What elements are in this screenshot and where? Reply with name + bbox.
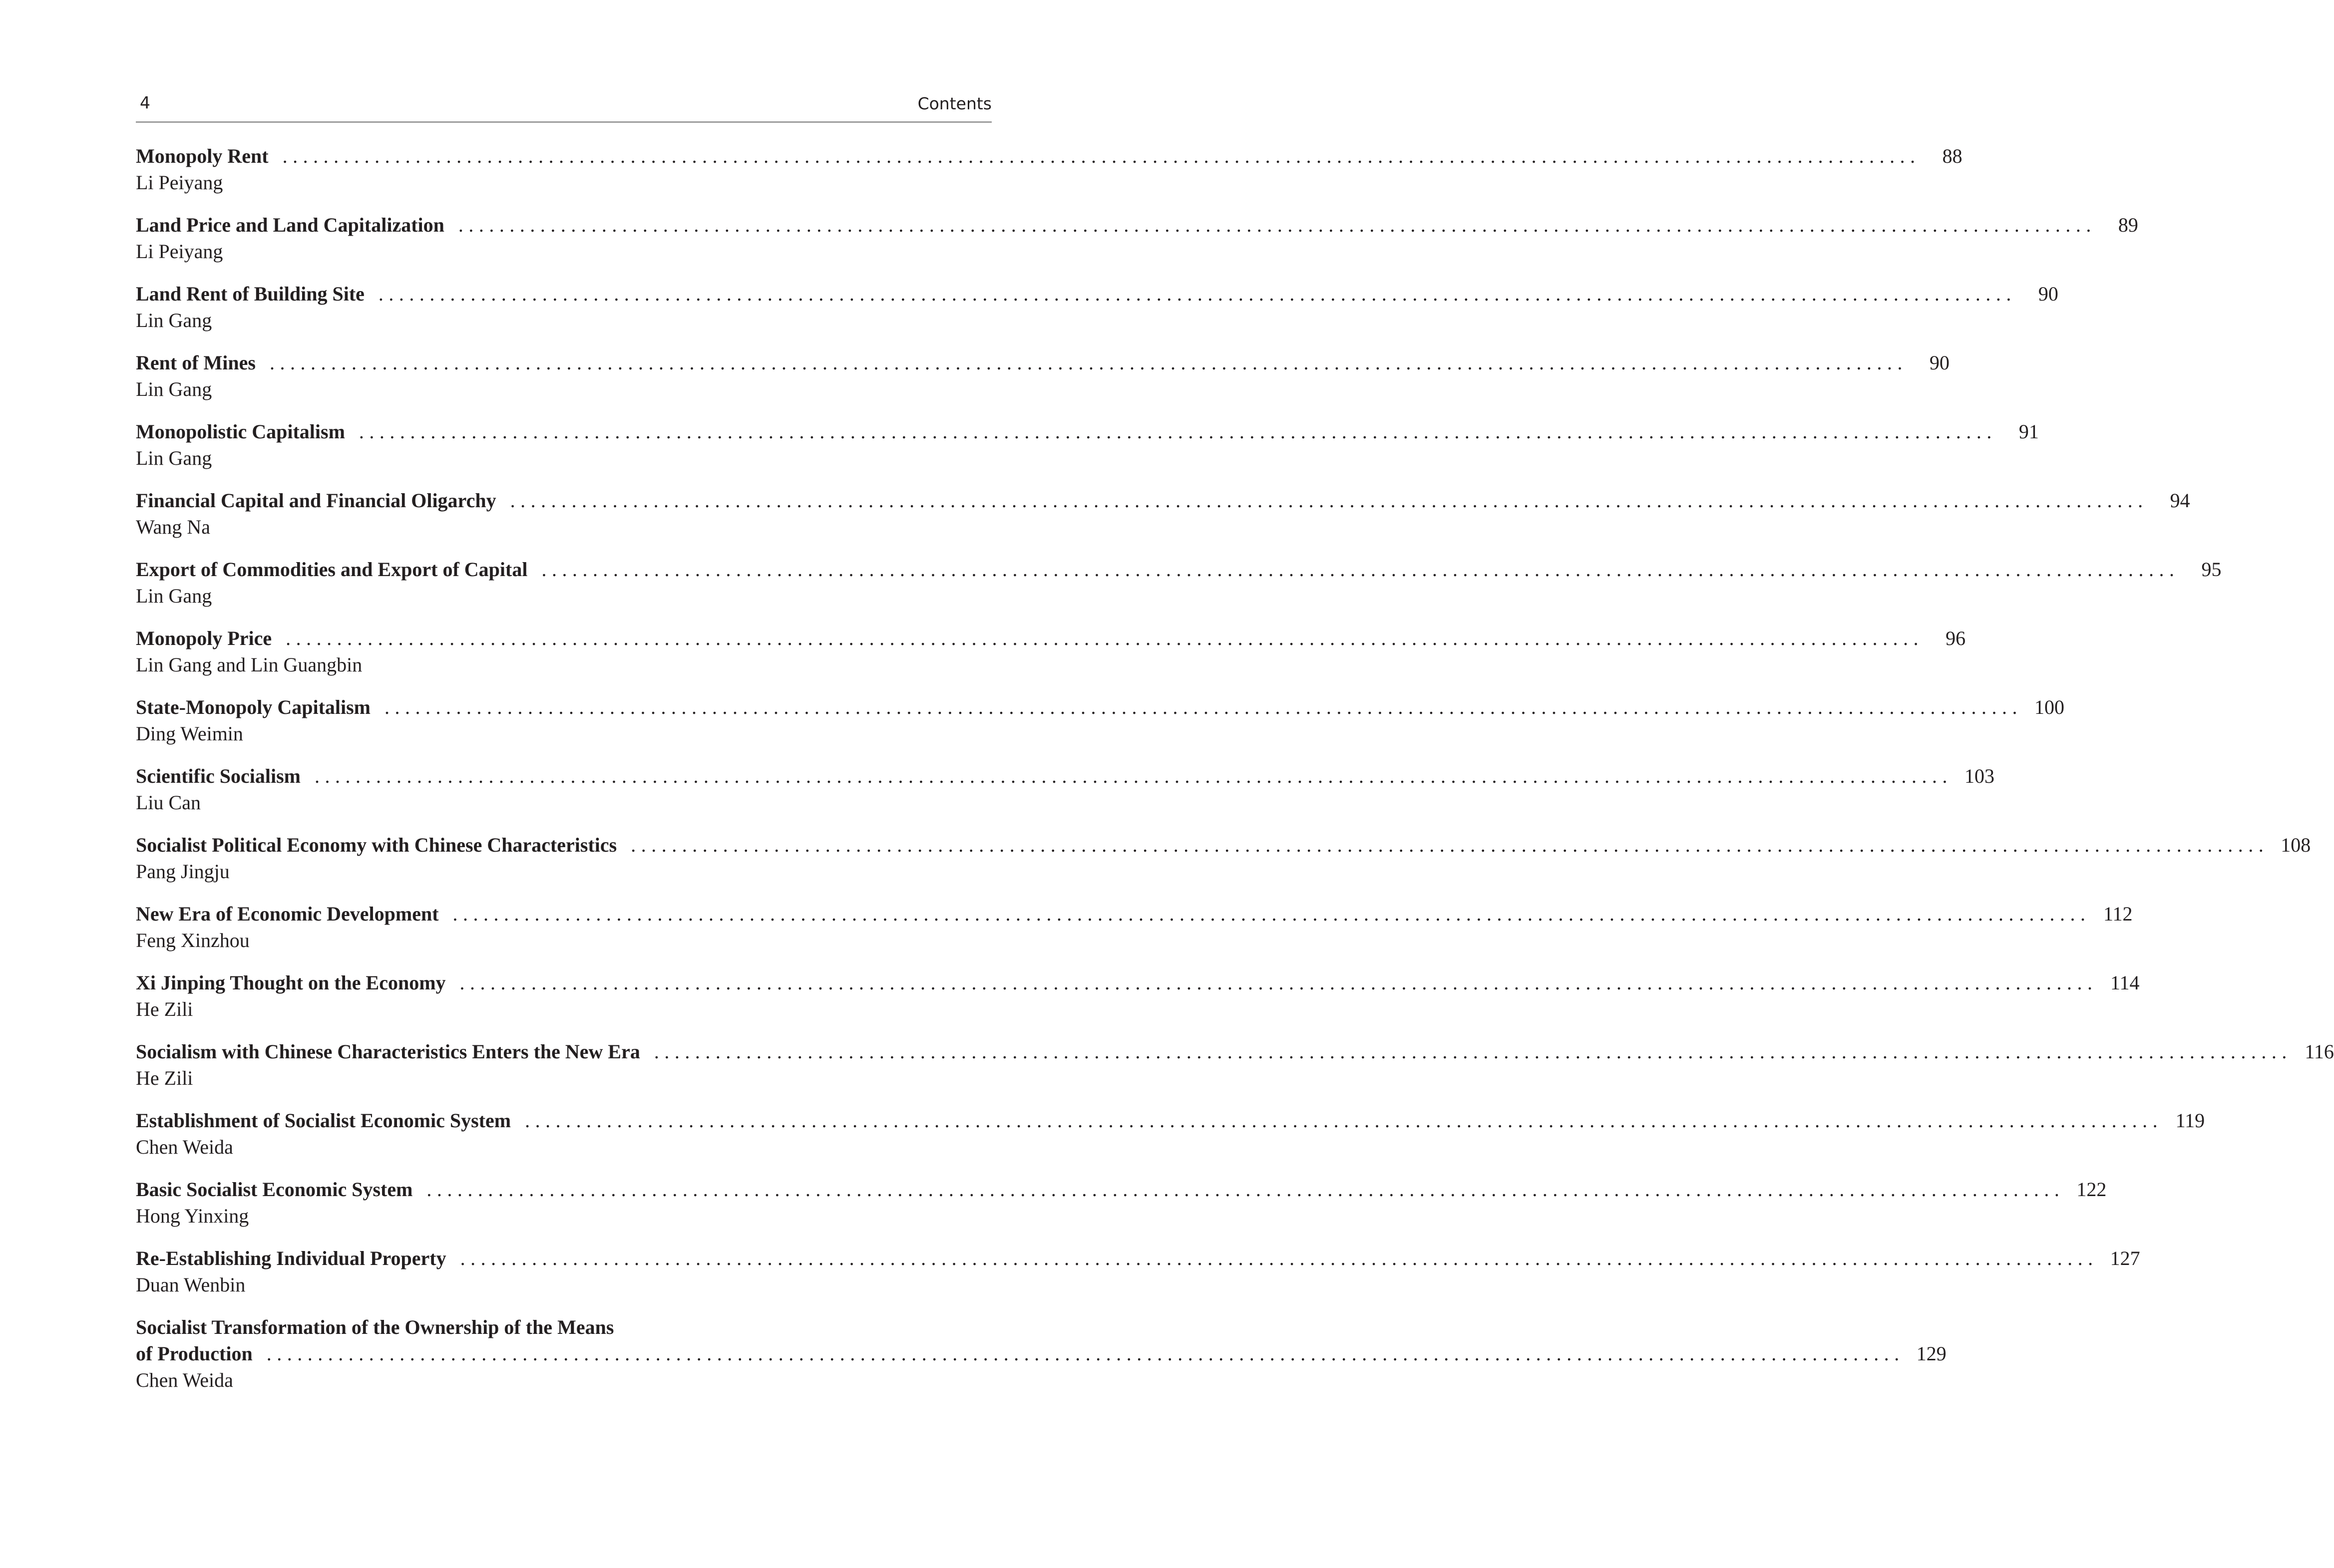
entry-page-number: 91 [2018,420,2039,443]
entry-page-number: 108 [2281,834,2311,856]
entry-page-number: 122 [2076,1178,2107,1201]
entry-author: Li Peiyang [136,240,223,263]
entry-title: Basic Socialist Economic System [136,1178,413,1201]
toc-entry[interactable] [136,418,2039,487]
entry-title-line [136,349,1949,376]
entry-page-number: 119 [2175,1109,2205,1132]
entry-title-continuation: of Production [136,1342,253,1365]
entry-title: Land Rent of Building Site [136,283,365,305]
toc-entry[interactable] [136,556,2222,625]
entry-title: Land Price and Land Capitalization [136,214,444,236]
entry-title: Xi Jinping Thought on the Economy [136,971,446,994]
entry-title-line [136,418,2039,445]
entry-title-line [136,1176,2107,1203]
dot-leader: ................................................................................................................................................................ [452,903,2091,925]
toc-entry[interactable] [136,763,1994,832]
toc-entry[interactable] [136,1176,2107,1245]
entry-page-number: 129 [1916,1342,1946,1365]
entry-page-number: 114 [2110,971,2140,994]
entry-title: Monopolistic Capitalism [136,420,345,443]
entry-author: Lin Gang and Lin Guangbin [136,653,363,676]
entry-author: Liu Can [136,791,201,814]
dot-leader: ................................................................................................................................................................ [314,765,1952,787]
page-number: 4 [140,93,150,112]
entry-author: Pang Jingju [136,860,230,883]
entry-title-line [136,901,2133,927]
entry-author: Chen Weida [136,1136,233,1158]
entry-author: Lin Gang [136,585,212,607]
toc-entry[interactable] [136,969,2140,1038]
table-of-contents [136,143,2334,1409]
entry-page-number: 90 [1929,351,1949,374]
entry-title: Rent of Mines [136,351,256,374]
entry-title: Export of Commodities and Export of Capital [136,558,528,581]
entry-author: Chen Weida [136,1369,233,1391]
dot-leader: ................................................................................................................................................................ [510,489,2148,512]
toc-entry[interactable] [136,625,1966,694]
entry-title-line [136,1107,2205,1134]
dot-leader: ................................................................................................................................................................ [282,145,1921,167]
header-rule [136,121,992,123]
entry-page-number: 127 [2110,1247,2140,1269]
entry-author: Ding Weimin [136,722,243,745]
entry-page-number: 100 [2034,696,2064,718]
entry-author: Duan Wenbin [136,1273,246,1296]
entry-page-number: 89 [2118,214,2138,236]
entry-author: He Zili [136,998,193,1020]
entry-title: Socialist Transformation of the Ownership of the Means [136,1316,614,1338]
entry-author: Lin Gang [136,378,212,400]
entry-page-number: 94 [2170,489,2190,512]
dot-leader: ................................................................................................................................................................ [426,1178,2065,1201]
entry-title-line [136,281,2058,307]
entry-title-line [136,832,2311,858]
toc-entry[interactable] [136,143,1962,212]
entry-title-line [136,556,2222,583]
entry-title: Socialist Political Economy with Chinese Characteristics [136,834,617,856]
entry-author: He Zili [136,1067,193,1089]
dot-leader: ................................................................................................................................................................ [460,1247,2098,1269]
toc-entry[interactable] [136,694,2064,763]
dot-leader: ................................................................................................................................................................ [631,834,2269,856]
dot-leader: ................................................................................................................................................................ [385,696,2022,718]
entry-author: Lin Gang [136,309,212,331]
toc-entry[interactable] [136,281,2058,349]
entry-title-line [136,212,2138,238]
dot-leader: ................................................................................................................................................................ [378,283,2016,305]
toc-entry[interactable] [136,1245,2140,1314]
entry-title: Financial Capital and Financial Oligarchy [136,489,496,512]
entry-author: Wang Na [136,516,210,538]
entry-page-number: 95 [2201,558,2222,581]
toc-entry[interactable] [136,1107,2205,1176]
entry-page-number: 112 [2103,903,2133,925]
entry-title: Monopoly Rent [136,145,269,167]
entry-page-number: 96 [1945,627,1966,649]
entry-title-line [136,763,1994,789]
entry-title-line [136,694,2064,720]
dot-leader: ................................................................................................................................................................ [266,1342,1905,1365]
entry-title: Monopoly Price [136,627,272,649]
entry-page-number: 116 [2305,1040,2334,1063]
entry-title: State-Monopoly Capitalism [136,696,371,718]
toc-entry[interactable] [136,349,1949,418]
entry-page-number: 88 [1942,145,1962,167]
toc-entry[interactable] [136,1314,1946,1409]
entry-title: Scientific Socialism [136,765,301,787]
dot-leader: ................................................................................................................................................................ [459,971,2098,994]
entry-title: Establishment of Socialist Economic System [136,1109,511,1132]
entry-title-line [136,1245,2140,1271]
entry-title-line [136,969,2140,996]
dot-leader: ................................................................................................................................................................ [458,214,2096,236]
toc-entry[interactable] [136,832,2311,901]
entry-author: Hong Yinxing [136,1205,249,1227]
entry-title-line [136,487,2190,514]
entry-title-line [136,1340,1946,1367]
toc-entry[interactable] [136,212,2138,281]
entry-page-number: 90 [2038,283,2058,305]
entry-author: Feng Xinzhou [136,929,250,951]
entry-title: New Era of Economic Development [136,903,439,925]
entry-title-line [136,1038,2334,1065]
running-head-title: Contents [917,94,992,113]
entry-title-line [136,625,1966,651]
entry-title-line [136,143,1962,169]
dot-leader: ................................................................................................................................................................ [269,351,1908,374]
toc-entry[interactable] [136,901,2133,969]
toc-entry[interactable] [136,1038,2334,1107]
running-head [136,89,992,114]
entry-title: Socialism with Chinese Characteristics Enters the New Era [136,1040,640,1063]
dot-leader: ................................................................................................................................................................ [541,558,2180,581]
dot-leader: ................................................................................................................................................................ [525,1109,2163,1132]
dot-leader: ................................................................................................................................................................ [286,627,1924,649]
entry-author: Li Peiyang [136,171,223,194]
dot-leader: ................................................................................................................................................................ [654,1040,2292,1063]
entry-page-number: 103 [1964,765,1994,787]
toc-entry[interactable] [136,487,2190,556]
dot-leader: ................................................................................................................................................................ [359,420,1997,443]
entry-title: Re-Establishing Individual Property [136,1247,446,1269]
entry-author: Lin Gang [136,447,212,469]
